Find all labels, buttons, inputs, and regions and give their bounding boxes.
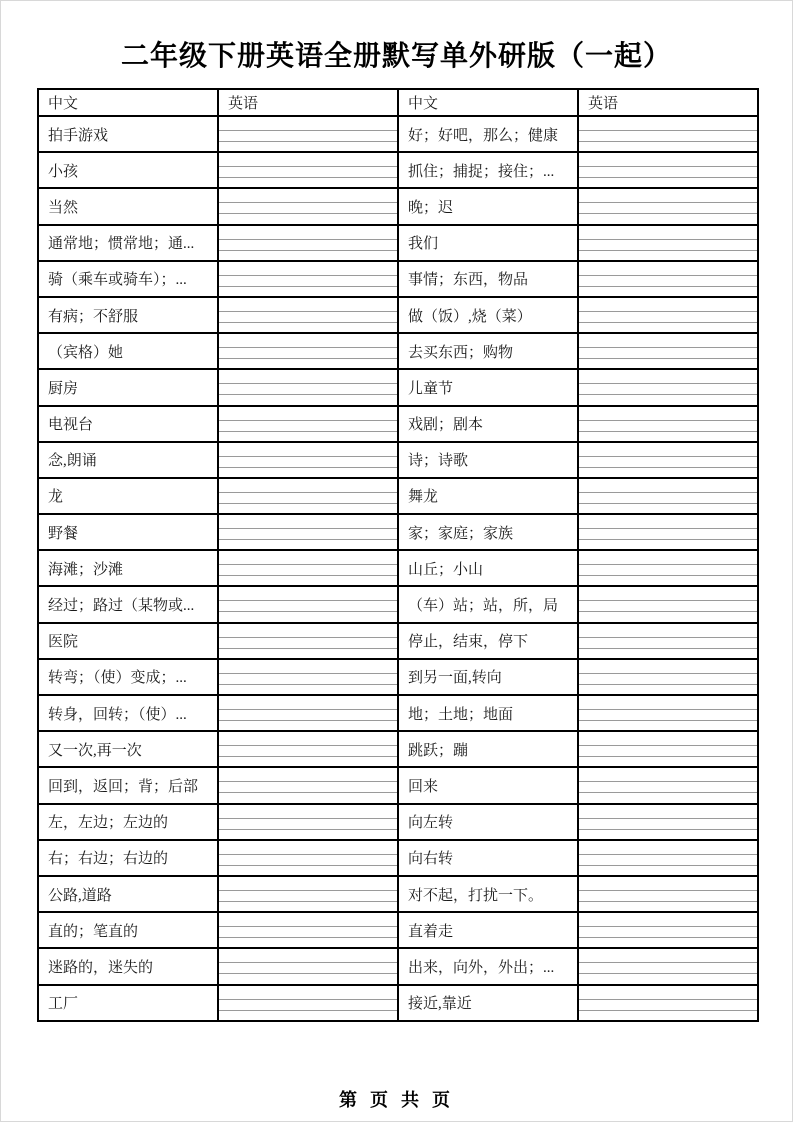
page-title: 二年级下册英语全册默写单外研版（一起）: [120, 40, 672, 71]
chinese-term-right: 家；家庭；家族: [398, 514, 578, 550]
english-blank-left[interactable]: [218, 948, 398, 984]
english-blank-right[interactable]: [578, 731, 758, 767]
english-blank-left[interactable]: [218, 297, 398, 333]
english-blank-right[interactable]: [578, 188, 758, 224]
english-blank-left[interactable]: [218, 442, 398, 478]
chinese-term-right: 抓住；捕捉；接住；...: [398, 152, 578, 188]
table-row: [38, 225, 758, 261]
column-header-english-1: 英语: [218, 89, 398, 116]
chinese-term-left: 小孩: [38, 152, 218, 188]
chinese-term-left: 右；右边；右边的: [38, 840, 218, 876]
chinese-term-left: 经过；路过（某物或...: [38, 586, 218, 622]
column-header-chinese-1: 中文: [38, 89, 218, 116]
chinese-term-right: 直着走: [398, 912, 578, 948]
english-blank-left[interactable]: [218, 804, 398, 840]
chinese-term-right: 向左转: [398, 804, 578, 840]
header-row: [38, 89, 758, 116]
chinese-term-left: 直的；笔直的: [38, 912, 218, 948]
chinese-term-left: 又一次,再一次: [38, 731, 218, 767]
chinese-term-left: 通常地；惯常地；通...: [38, 225, 218, 261]
english-blank-right[interactable]: [578, 152, 758, 188]
table-row: [38, 912, 758, 948]
chinese-term-left: 左，左边；左边的: [38, 804, 218, 840]
chinese-term-left: 野餐: [38, 514, 218, 550]
english-blank-right[interactable]: [578, 695, 758, 731]
table-row: [38, 767, 758, 803]
english-blank-left[interactable]: [218, 767, 398, 803]
vocab-table: [37, 88, 759, 1022]
english-blank-right[interactable]: [578, 442, 758, 478]
table-row: [38, 116, 758, 152]
chinese-term-right: （车）站；站，所，局: [398, 586, 578, 622]
english-blank-right[interactable]: [578, 116, 758, 152]
chinese-term-left: 有病；不舒服: [38, 297, 218, 333]
table-row: [38, 623, 758, 659]
chinese-term-right: 对不起，打扰一下。: [398, 876, 578, 912]
table-row: [38, 840, 758, 876]
chinese-term-left: 医院: [38, 623, 218, 659]
english-blank-right[interactable]: [578, 912, 758, 948]
english-blank-left[interactable]: [218, 695, 398, 731]
chinese-term-left: 海滩；沙滩: [38, 550, 218, 586]
table-row: [38, 333, 758, 369]
chinese-term-left: 回到，返回；背；后部: [38, 767, 218, 803]
english-blank-right[interactable]: [578, 297, 758, 333]
table-row: [38, 948, 758, 984]
table-row: [38, 369, 758, 405]
english-blank-left[interactable]: [218, 369, 398, 405]
english-blank-left[interactable]: [218, 985, 398, 1021]
english-blank-left[interactable]: [218, 731, 398, 767]
chinese-term-left: 厨房: [38, 369, 218, 405]
english-blank-left[interactable]: [218, 225, 398, 261]
chinese-term-right: 去买东西；购物: [398, 333, 578, 369]
english-blank-left[interactable]: [218, 261, 398, 297]
english-blank-right[interactable]: [578, 369, 758, 405]
chinese-term-right: 回来: [398, 767, 578, 803]
chinese-term-right: 山丘；小山: [398, 550, 578, 586]
table-row: [38, 152, 758, 188]
chinese-term-left: 念,朗诵: [38, 442, 218, 478]
chinese-term-right: 停止，结束，停下: [398, 623, 578, 659]
chinese-term-right: 跳跃；蹦: [398, 731, 578, 767]
page-footer: 第 页 共 页: [338, 1090, 454, 1110]
table-row: [38, 550, 758, 586]
table-row: [38, 985, 758, 1021]
table-row: [38, 586, 758, 622]
table-row: [38, 406, 758, 442]
english-blank-right[interactable]: [578, 840, 758, 876]
chinese-term-right: 做（饭）,烧（菜）: [398, 297, 578, 333]
english-blank-left[interactable]: [218, 586, 398, 622]
table-row: [38, 478, 758, 514]
table-row: [38, 731, 758, 767]
english-blank-right[interactable]: [578, 985, 758, 1021]
chinese-term-left: 龙: [38, 478, 218, 514]
english-blank-left[interactable]: [218, 912, 398, 948]
column-header-english-2: 英语: [578, 89, 758, 116]
chinese-term-left: 公路,道路: [38, 876, 218, 912]
english-blank-left[interactable]: [218, 876, 398, 912]
table-body: [38, 116, 758, 1021]
english-blank-left[interactable]: [218, 333, 398, 369]
chinese-term-right: 到另一面,转向: [398, 659, 578, 695]
table-row: [38, 442, 758, 478]
table-row: [38, 514, 758, 550]
english-blank-right[interactable]: [578, 514, 758, 550]
chinese-term-left: 拍手游戏: [38, 116, 218, 152]
english-blank-left[interactable]: [218, 659, 398, 695]
english-blank-left[interactable]: [218, 116, 398, 152]
english-blank-left[interactable]: [218, 623, 398, 659]
chinese-term-right: 儿童节: [398, 369, 578, 405]
chinese-term-right: 晚；迟: [398, 188, 578, 224]
english-blank-right[interactable]: [578, 261, 758, 297]
chinese-term-right: 出来，向外，外出；...: [398, 948, 578, 984]
table-row: [38, 876, 758, 912]
english-blank-left[interactable]: [218, 406, 398, 442]
chinese-term-right: 好；好吧，那么；健康: [398, 116, 578, 152]
column-header-chinese-2: 中文: [398, 89, 578, 116]
chinese-term-right: 诗；诗歌: [398, 442, 578, 478]
english-blank-right[interactable]: [578, 586, 758, 622]
english-blank-right[interactable]: [578, 550, 758, 586]
chinese-term-right: 我们: [398, 225, 578, 261]
table-row: [38, 188, 758, 224]
chinese-term-left: （宾格）她: [38, 333, 218, 369]
chinese-term-left: 当然: [38, 188, 218, 224]
chinese-term-left: 工厂: [38, 985, 218, 1021]
english-blank-right[interactable]: [578, 623, 758, 659]
chinese-term-left: 电视台: [38, 406, 218, 442]
table-row: [38, 695, 758, 731]
chinese-term-left: 转身，回转；（使）...: [38, 695, 218, 731]
chinese-term-left: 迷路的，迷失的: [38, 948, 218, 984]
chinese-term-right: 舞龙: [398, 478, 578, 514]
chinese-term-right: 戏剧；剧本: [398, 406, 578, 442]
english-blank-right[interactable]: [578, 659, 758, 695]
english-blank-right[interactable]: [578, 406, 758, 442]
english-blank-right[interactable]: [578, 478, 758, 514]
table-row: [38, 261, 758, 297]
english-blank-right[interactable]: [578, 876, 758, 912]
english-blank-left[interactable]: [218, 188, 398, 224]
table-row: [38, 297, 758, 333]
chinese-term-left: 转弯；（使）变成；...: [38, 659, 218, 695]
english-blank-right[interactable]: [578, 767, 758, 803]
english-blank-left[interactable]: [218, 152, 398, 188]
table-row: [38, 659, 758, 695]
english-blank-left[interactable]: [218, 478, 398, 514]
table-row: [38, 804, 758, 840]
chinese-term-right: 接近,靠近: [398, 985, 578, 1021]
english-blank-right[interactable]: [578, 225, 758, 261]
chinese-term-left: 骑（乘车或骑车）；...: [38, 261, 218, 297]
chinese-term-right: 地；土地；地面: [398, 695, 578, 731]
english-blank-left[interactable]: [218, 514, 398, 550]
english-blank-right[interactable]: [578, 948, 758, 984]
english-blank-left[interactable]: [218, 550, 398, 586]
chinese-term-right: 向右转: [398, 840, 578, 876]
english-blank-right[interactable]: [578, 804, 758, 840]
chinese-term-right: 事情；东西，物品: [398, 261, 578, 297]
english-blank-left[interactable]: [218, 840, 398, 876]
english-blank-right[interactable]: [578, 333, 758, 369]
